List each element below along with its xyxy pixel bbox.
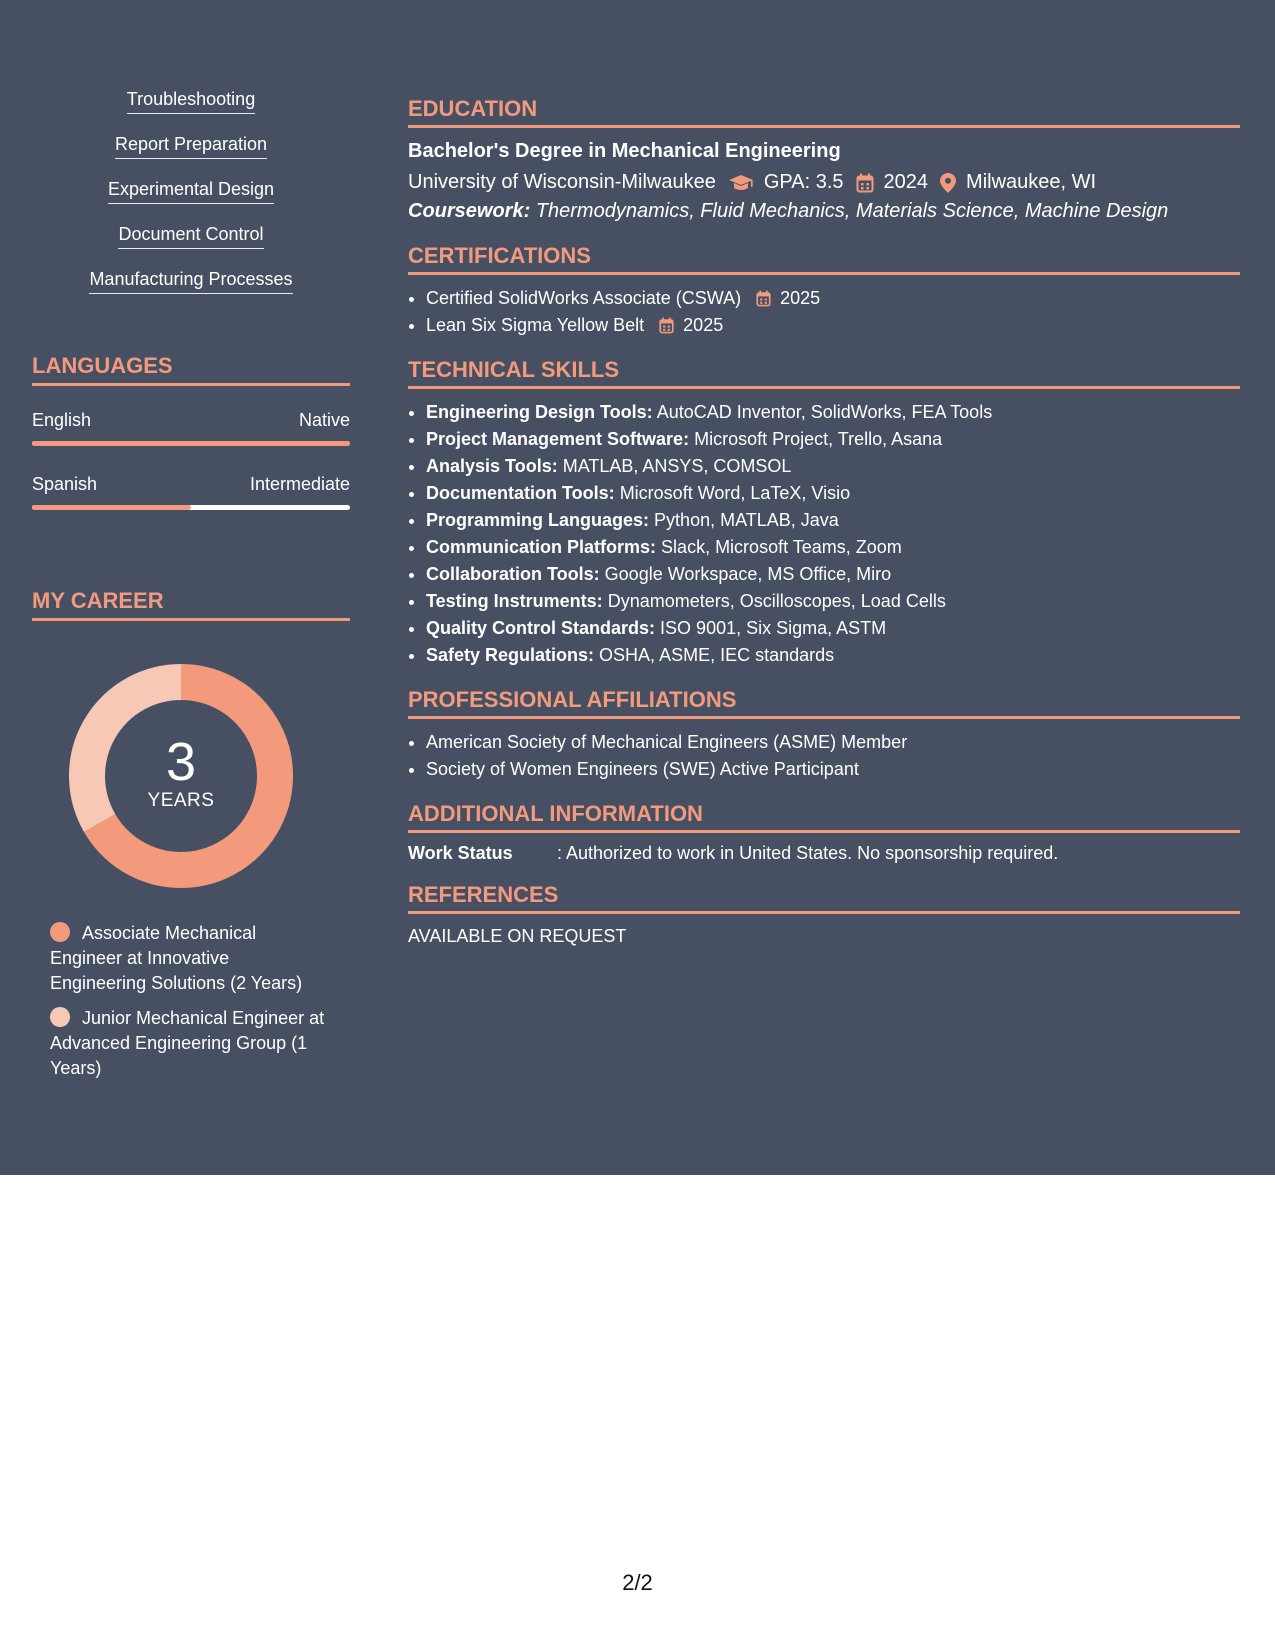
certifications-heading: CERTIFICATIONS	[408, 243, 1240, 275]
skill-values: Slack, Microsoft Teams, Zoom	[661, 537, 902, 557]
additional-info-heading: ADDITIONAL INFORMATION	[408, 801, 1240, 833]
certification-name: Certified SolidWorks Associate (CSWA)	[426, 288, 742, 308]
affiliations-list	[408, 729, 1240, 783]
coursework	[408, 200, 1240, 223]
skill-entry	[426, 642, 1240, 669]
location-pin-icon	[940, 173, 956, 193]
skill-category: Programming Languages:	[426, 510, 650, 530]
skill-entry	[426, 615, 1240, 642]
languages-heading: LANGUAGES	[32, 353, 350, 386]
skill-entry	[426, 534, 1240, 561]
career-entry-text: Associate Mechanical Engineer at Innovative Engineering Solutions (2 Years)	[50, 923, 303, 993]
calendar-icon	[856, 173, 874, 193]
affiliations-heading: PROFESSIONAL AFFILIATIONS	[408, 687, 1240, 719]
coursework-label: Coursework:	[408, 200, 531, 222]
skill-category: Collaboration Tools:	[426, 564, 600, 584]
calendar-icon	[659, 317, 674, 334]
work-status-label: Work Status	[408, 843, 513, 863]
skill-category: Communication Platforms:	[426, 537, 657, 557]
language-bar-fill	[32, 505, 191, 510]
graduation-cap-icon	[728, 173, 754, 193]
sidebar	[32, 0, 350, 1091]
technical-skills-heading: TECHNICAL SKILLS	[408, 357, 1240, 389]
skill-label: Manufacturing Processes	[89, 268, 292, 294]
skill-category: Quality Control Standards:	[426, 618, 656, 638]
skill-item	[32, 178, 350, 223]
technical-skills-list	[408, 399, 1240, 669]
affiliation-item: • American Society of Mechanical Engineers (ASME) Member	[426, 729, 1240, 756]
gpa: GPA: 3.5	[763, 171, 844, 193]
certification-year: 2025	[683, 315, 724, 335]
language-bar	[32, 441, 350, 446]
skill-label: Troubleshooting	[127, 88, 255, 114]
education-details	[408, 171, 1240, 194]
skill-item	[32, 268, 350, 313]
skill-item	[32, 133, 350, 178]
school-name: University of Wisconsin-Milwaukee	[408, 171, 716, 193]
skill-values: Python, MATLAB, Java	[654, 510, 839, 530]
skill-values: Google Workspace, MS Office, Miro	[604, 564, 892, 584]
career-donut-chart	[66, 661, 296, 891]
skill-entry	[426, 561, 1240, 588]
graduation-year: 2024	[883, 171, 929, 193]
skill-category: Engineering Design Tools:	[426, 402, 653, 422]
main-column	[408, 0, 1240, 947]
skill-label: Experimental Design	[108, 178, 274, 204]
skill-category: Analysis Tools:	[426, 456, 558, 476]
work-status-row	[408, 843, 1240, 864]
work-status-value: : Authorized to work in United States. No sponsorship required.	[557, 843, 1059, 863]
skill-entry	[426, 426, 1240, 453]
skill-category: Documentation Tools:	[426, 483, 615, 503]
certifications-list	[408, 285, 1240, 339]
certification-year: 2025	[780, 288, 821, 308]
language-name: Spanish	[32, 474, 98, 494]
affiliation-item: • Society of Women Engineers (SWE) Active Participant	[426, 756, 1240, 783]
language-bar-fill	[32, 441, 350, 446]
language-english	[32, 410, 350, 446]
skill-values: Dynamometers, Oscilloscopes, Load Cells	[607, 591, 946, 611]
skill-category: Project Management Software:	[426, 429, 690, 449]
calendar-icon	[756, 290, 771, 307]
education-heading: EDUCATION	[408, 96, 1240, 128]
career-heading: MY CAREER	[32, 588, 350, 621]
skill-values: AutoCAD Inventor, SolidWorks, FEA Tools	[656, 402, 993, 422]
skill-category: Safety Regulations:	[426, 645, 595, 665]
references-heading: REFERENCES	[408, 882, 1240, 914]
career-entry-text: Junior Mechanical Engineer at Advanced Engineering Group (1 Years)	[50, 1008, 325, 1078]
certification-name: Lean Six Sigma Yellow Belt	[426, 315, 645, 335]
career-legend-item	[50, 921, 330, 996]
skills-list	[32, 88, 350, 313]
certification-item	[426, 285, 1240, 312]
career-legend	[50, 921, 330, 1081]
column-divider	[382, 1120, 383, 1168]
legend-dot	[50, 1007, 70, 1027]
language-level: Intermediate	[249, 474, 350, 494]
skill-values: Microsoft Word, LaTeX, Visio	[619, 483, 851, 503]
skill-entry	[426, 588, 1240, 615]
skill-item	[32, 223, 350, 268]
skill-values: OSHA, ASME, IEC standards	[599, 645, 835, 665]
references-text: AVAILABLE ON REQUEST	[408, 926, 627, 946]
school-location: Milwaukee, WI	[966, 171, 1097, 193]
coursework-list: Thermodynamics, Fluid Mechanics, Materials Science, Machine Design	[535, 200, 1169, 222]
skill-values: Microsoft Project, Trello, Asana	[694, 429, 943, 449]
degree-title: Bachelor's Degree in Mechanical Engineering	[408, 140, 841, 162]
language-spanish	[32, 474, 350, 510]
language-level: Native	[298, 410, 350, 430]
page-number: 2/2	[622, 1570, 653, 1595]
career-total-years: 3	[165, 732, 197, 792]
skill-item	[32, 88, 350, 133]
skill-values: MATLAB, ANSYS, COMSOL	[562, 456, 792, 476]
career-legend-item	[50, 1006, 330, 1081]
skill-values: ISO 9001, Six Sigma, ASTM	[660, 618, 887, 638]
skill-entry	[426, 453, 1240, 480]
language-bar	[32, 505, 350, 510]
skill-label: Document Control	[118, 223, 263, 249]
skill-label: Report Preparation	[115, 133, 267, 159]
skill-entry	[426, 480, 1240, 507]
skill-entry	[426, 399, 1240, 426]
legend-dot	[50, 922, 70, 942]
certification-item	[426, 312, 1240, 339]
skill-category: Testing Instruments:	[426, 591, 603, 611]
skill-entry	[426, 507, 1240, 534]
language-name: English	[32, 410, 92, 430]
career-unit: YEARS	[147, 790, 215, 811]
